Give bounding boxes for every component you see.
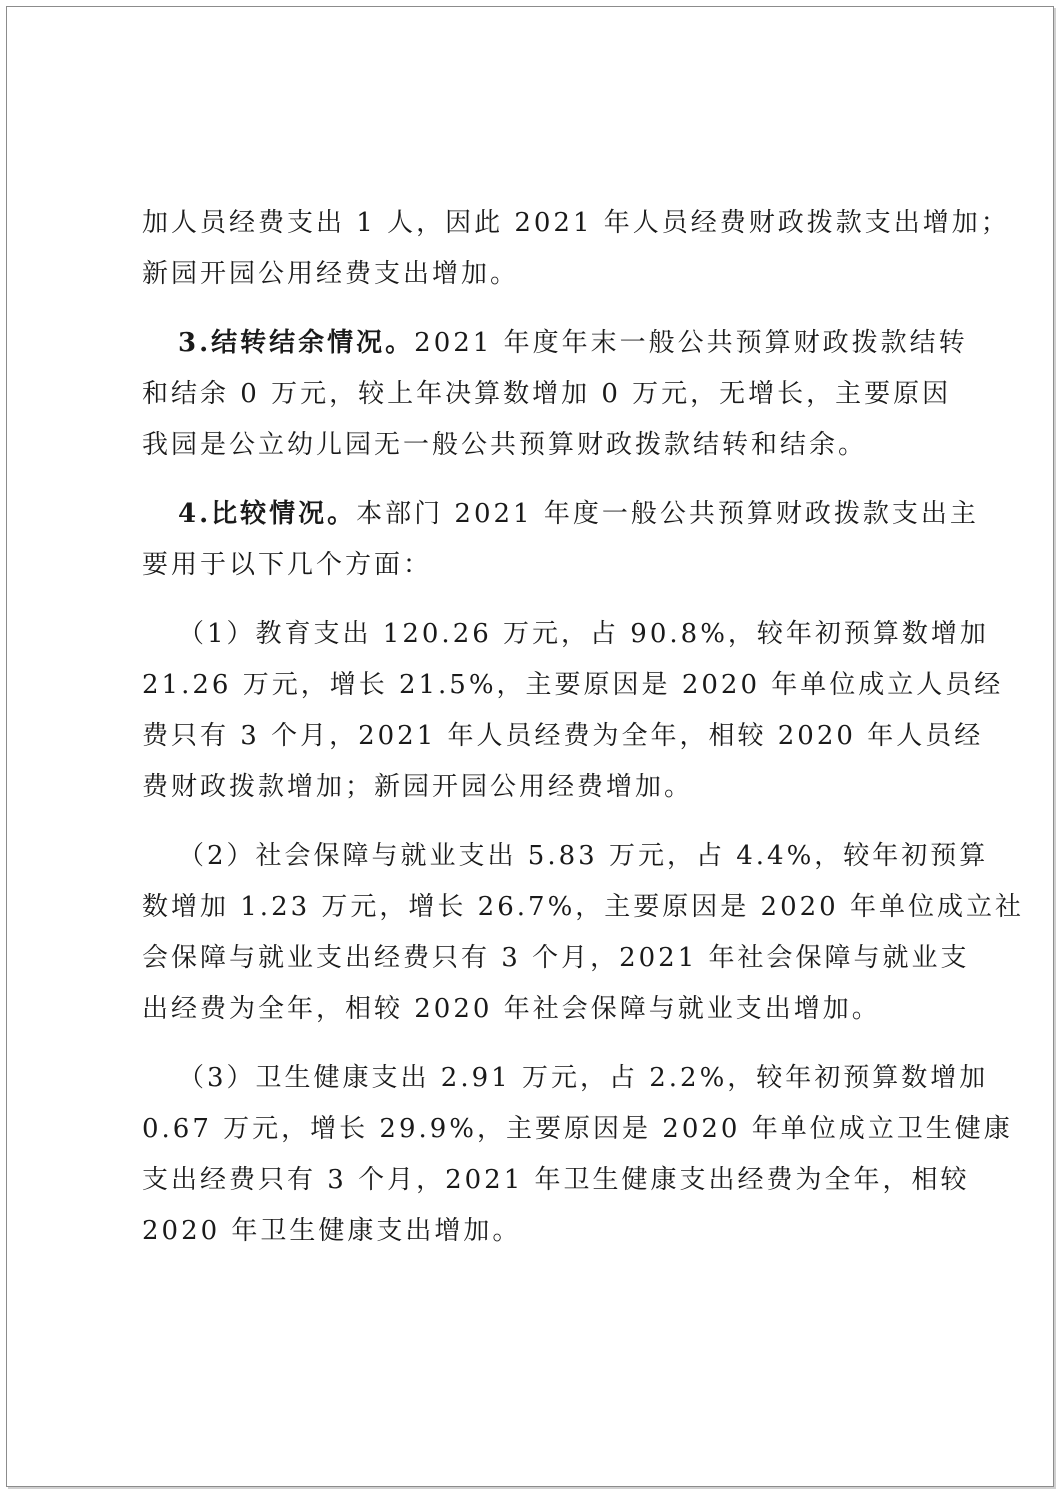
paragraph-health-expense <box>142 1053 1013 1257</box>
text-line: 我园是公立幼儿园无一般公共预算财政拨款结转和结余。 <box>142 430 868 460</box>
section-heading-comparison: 4.比较情况。 <box>178 499 357 529</box>
text-line: 会保障与就业支出经费只有 3 个月，2021 年社会保障与就业支 <box>142 943 970 973</box>
paragraph-carryover-balance <box>142 318 968 471</box>
text-line: 费财政拨款增加；新园开园公用经费增加。 <box>142 772 694 802</box>
text-line: 21.26 万元，增长 21.5%，主要原因是 2020 年单位成立人员经 <box>142 670 1004 700</box>
paragraph-education-expense <box>142 609 1004 813</box>
text-line: 出经费为全年，相较 2020 年社会保障与就业支出增加。 <box>142 994 881 1024</box>
text-line: 新园开园公用经费支出增加。 <box>142 259 520 289</box>
document-body <box>142 198 1024 1275</box>
paragraph-social-security-expense <box>142 831 1024 1035</box>
text-line: 支出经费只有 3 个月，2021 年卫生健康支出经费为全年，相较 <box>142 1165 970 1195</box>
text-line: （3）卫生健康支出 2.91 万元，占 2.2%，较年初预算数增加 <box>178 1063 989 1093</box>
text-line-body: 本部门 2021 年度一般公共预算财政拨款支出主 <box>356 499 979 529</box>
text-line: 2020 年卫生健康支出增加。 <box>142 1216 522 1246</box>
paragraph-personnel-continuation <box>142 198 1010 300</box>
text-line: 要用于以下几个方面： <box>142 550 433 580</box>
text-line: 0.67 万元，增长 29.9%，主要原因是 2020 年单位成立卫生健康 <box>142 1114 1013 1144</box>
text-line: 费只有 3 个月，2021 年人员经费为全年，相较 2020 年人员经 <box>142 721 984 751</box>
text-line: （1）教育支出 120.26 万元，占 90.8%，较年初预算数增加 <box>178 619 989 649</box>
text-line: 加人员经费支出 1 人，因此 2021 年人员经费财政拨款支出增加； <box>142 208 1010 238</box>
text-line: （2）社会保障与就业支出 5.83 万元，占 4.4%，较年初预算 <box>178 841 989 871</box>
text-line: 数增加 1.23 万元，增长 26.7%，主要原因是 2020 年单位成立社 <box>142 892 1024 922</box>
text-line <box>142 318 968 369</box>
paragraph-comparison <box>142 489 979 591</box>
text-line <box>142 489 979 540</box>
text-line-body: 2021 年度年末一般公共预算财政拨款结转 <box>414 328 968 358</box>
text-line: 和结余 0 万元，较上年决算数增加 0 万元，无增长，主要原因 <box>142 379 952 409</box>
section-heading-carryover: 3.结转结余情况。 <box>178 328 415 358</box>
